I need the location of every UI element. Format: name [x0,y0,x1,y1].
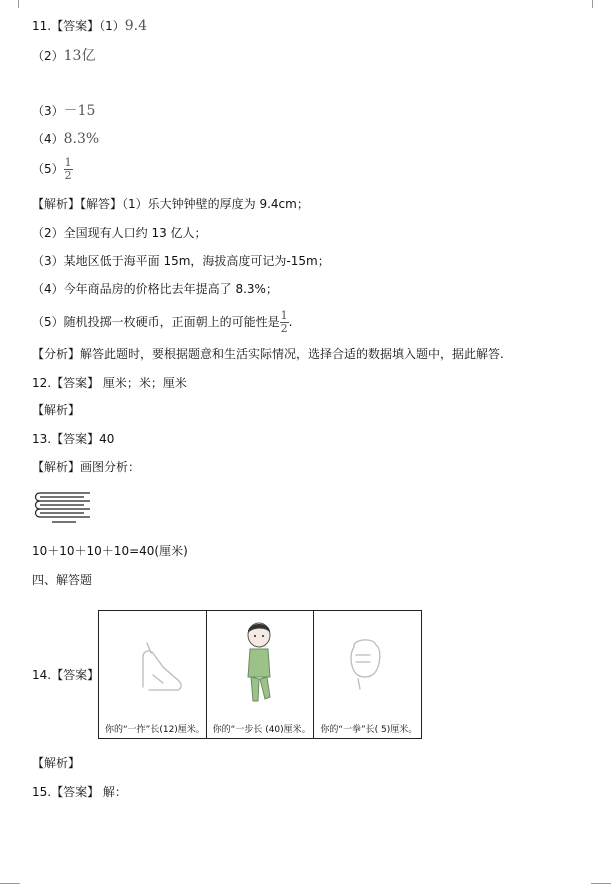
q11-a3-value: －15 [63,103,96,119]
q11-a5-denominator: 2 [64,169,72,182]
q14-caption-step: 你的“一步长 (40)厘米。 [212,725,311,735]
q11-analysis-5-period: . [288,315,293,329]
section-4-heading: 四、解答题 [32,573,93,587]
q11-a4-value: 8.3% [63,131,100,147]
crop-mark-top-right [592,0,605,8]
q11-a1-value: 9.4 [124,18,147,34]
q12-analysis: 【解析】 [32,403,81,417]
q11-answer-label: 11.【答案】（1） [32,19,125,33]
q14-analysis: 【解析】 [32,756,81,770]
q11-a5-label: （5） [32,162,64,176]
q11-analysis-5-denominator: 2 [280,322,288,335]
q11-analysis-3: （3）某地区低于海平面 15m，海拔高度可记为-15m； [32,254,330,268]
q11-analysis-5-numerator: 1 [280,309,288,322]
q11-a4-label: （4） [32,132,64,146]
q13-analysis: 【解析】画图分析： [32,460,141,474]
q11-analysis-6: 【分析】解答此题时，要根据题意和生活实际情况，选择合适的数据填入题中，据此解答. [32,347,504,361]
crop-mark-bottom-right [591,882,611,884]
q11-a4-line [32,131,99,147]
q14-caption-fist: 你的“一拳”长( 5)厘米。 [320,725,418,735]
q11-answer-line [32,18,147,34]
stacked-books-diagram [32,489,94,527]
q11-analysis-4: （4）今年商品房的价格比去年提高了 8.3%； [32,282,278,296]
q11-analysis-5-text: （5）随机投掷一枚硬币，正面朝上的可能性是 [32,315,280,329]
child-walking-sketch [235,617,283,707]
q14-measurement-table [98,610,422,739]
q11-a5-numerator: 1 [64,156,72,169]
crop-mark-top-left [6,0,19,8]
q14-answer-label: 14.【答案】 [32,668,100,682]
q15-answer: 15.【答案】 解： [32,785,127,799]
q14-cell-step [207,611,315,738]
q11-a2-value: 13亿 [63,48,96,64]
q11-a2-line [32,48,95,64]
q11-analysis-2: （2）全国现有人口约 13 亿人； [32,226,207,240]
q14-cell-fist [314,611,421,738]
q13-equation: 10＋10＋10＋10=40(厘米) [32,544,188,558]
q11-analysis-1: 【解析】【解答】（1）乐大钟钟壁的厚度为 9.4cm； [32,197,309,211]
crop-mark-bottom-left [0,882,20,884]
q11-a5-fraction [64,158,73,181]
q11-analysis-5-line [32,311,292,334]
q14-cell-span [99,611,207,738]
q11-analysis-5-fraction [280,311,289,334]
q11-a5-line [32,158,73,181]
q11-a2-label: （2） [32,49,64,63]
q11-a3-line [32,103,95,119]
q11-a3-label: （3） [32,104,64,118]
q13-answer: 13.【答案】40 [32,432,115,446]
hand-span-sketch [129,635,189,695]
q14-caption-span: 你的“一拃”长(12)厘米。 [105,725,205,735]
q12-answer: 12.【答案】 厘米；米；厘米 [32,376,187,390]
fist-sketch [344,635,388,695]
